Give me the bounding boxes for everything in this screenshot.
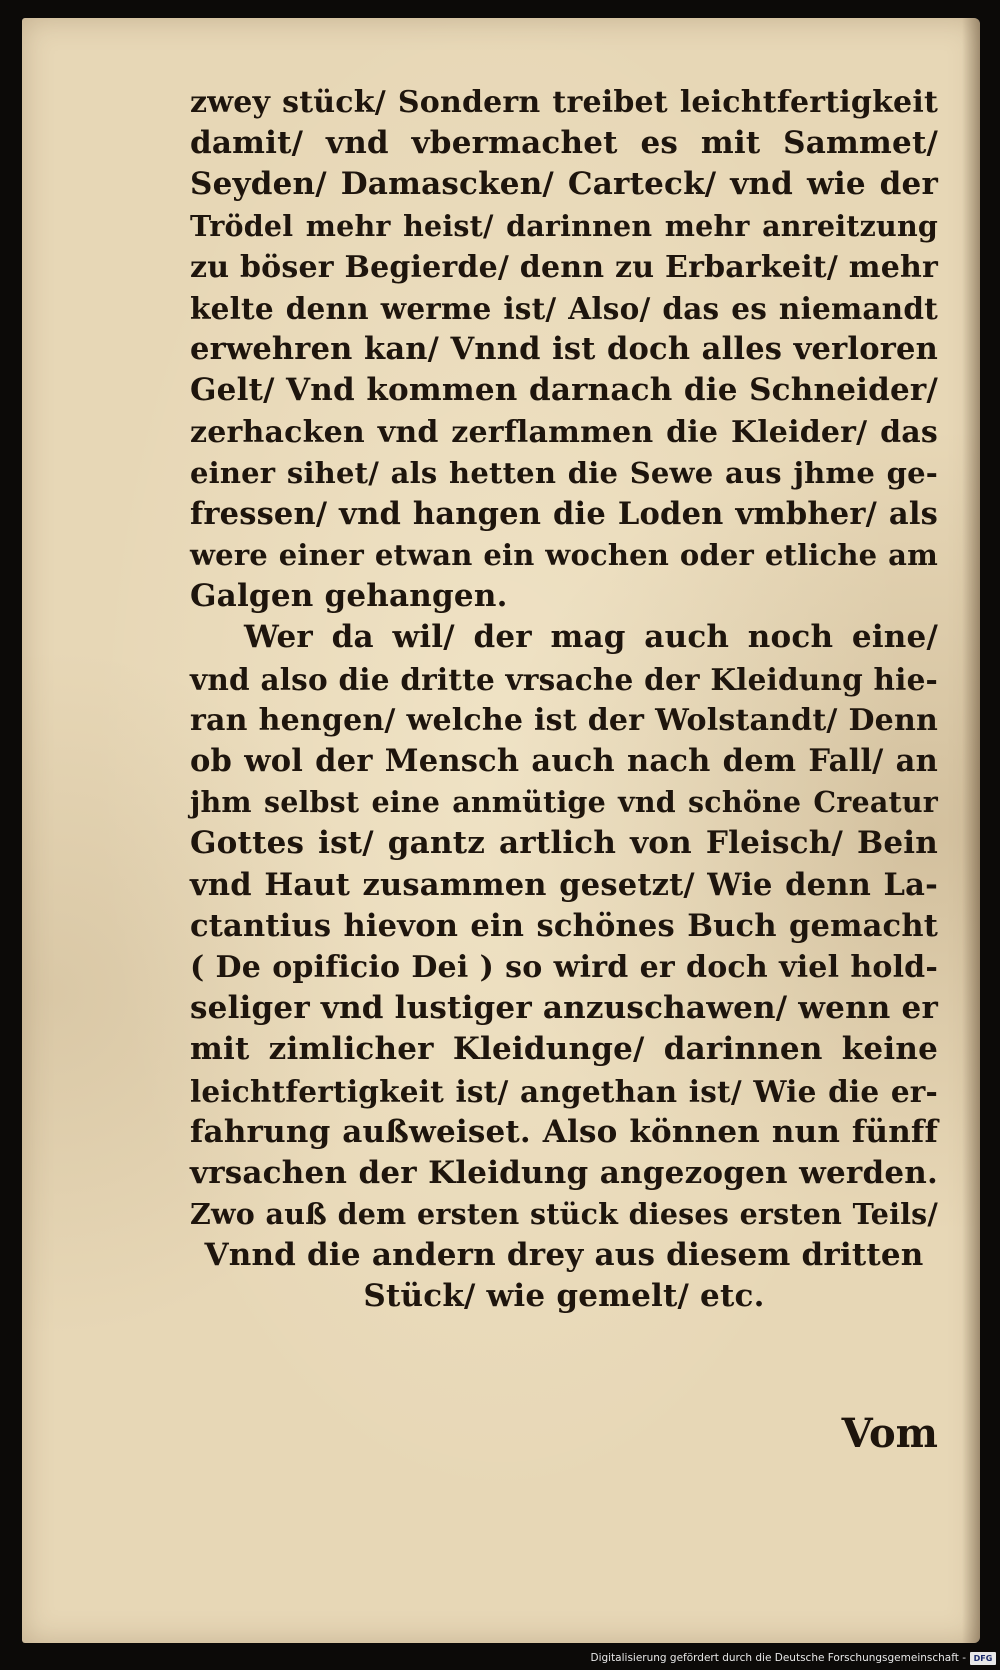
text-line: erwehren kan/ Vnnd ist doch alles verloren (190, 331, 938, 368)
catchword: Vom (841, 1410, 938, 1457)
text-line: kelte denn werme ist/ Also/ das es niemandt (190, 290, 938, 326)
text-line: Seyden/ Damascken/ Carteck/ vnd wie der (190, 166, 938, 203)
body-text (190, 82, 938, 1318)
text-line: zerhacken vnd zerflammen die Kleider/ das (190, 414, 938, 450)
text-line: leichtfertigkeit ist/ angethan ist/ Wie die er- (190, 1073, 938, 1109)
text-line: Gottes ist/ gantz artlich von Fleisch/ Bein (190, 825, 938, 862)
text-line: Galgen gehangen. (190, 578, 508, 615)
text-line: damit/ vnd vbermachet es mit Sammet/ (190, 125, 938, 162)
text-line: zu böser Begierde/ denn zu Erbarkeit/ mehr (190, 249, 938, 285)
text-line: mit zimlicher Kleidunge/ darinnen keine (190, 1031, 938, 1068)
text-line: zwey stück/ Sondern treibet leichtfertigkeit (190, 85, 938, 120)
text-line: ob wol der Mensch auch nach dem Fall/ an (190, 743, 938, 779)
text-line: seliger vnd lustiger anzuschawen/ wenn er (190, 990, 938, 1027)
text-line: were einer etwan ein wochen oder etliche am (190, 538, 938, 573)
text-line: Zwo auß dem ersten stück dieses ersten Teils/ (190, 1197, 938, 1232)
text-line: Vnnd die andern drey aus diesem dritten (204, 1237, 924, 1274)
text-line: ctantius hievon ein schönes Buch gemacht (190, 907, 938, 944)
text-line: jhm selbst eine anmütige vnd schöne Creatur (190, 785, 938, 820)
text-line: vnd Haut zusammen gesetzt/ Wie denn La- (190, 866, 938, 903)
text-line: ran hengen/ welche ist der Wolstandt/ Denn (190, 702, 938, 738)
dfg-logo-icon: DFG (970, 1652, 996, 1665)
text-line: vrsachen der Kleidung angezogen werden. (190, 1154, 938, 1191)
text-line: Gelt/ Vnd kommen darnach die Schneider/ (190, 372, 938, 409)
text-line: Wer da wil/ der mag auch noch eine/ (244, 619, 938, 656)
text-line: ( De opificio Dei ) so wird er doch viel hold- (190, 949, 938, 985)
text-line: einer sihet/ als hetten die Sewe aus jhme ge- (190, 455, 938, 490)
text-line: fressen/ vnd hangen die Loden vmbher/ als (190, 495, 938, 532)
text-line: Stück/ wie gemelt/ etc. (363, 1278, 765, 1315)
text-line: Trödel mehr heist/ darinnen mehr anreitzung (190, 208, 938, 243)
footer-credit: Digitalisierung gefördert durch die Deutsche Forschungsgemeinschaft - (590, 1652, 966, 1664)
text-line: vnd also die dritte vrsache der Kleidung hie- (190, 661, 938, 697)
page-edge-shadow (962, 18, 980, 1643)
text-line: fahrung außweiset. Also können nun fünff (190, 1113, 938, 1150)
